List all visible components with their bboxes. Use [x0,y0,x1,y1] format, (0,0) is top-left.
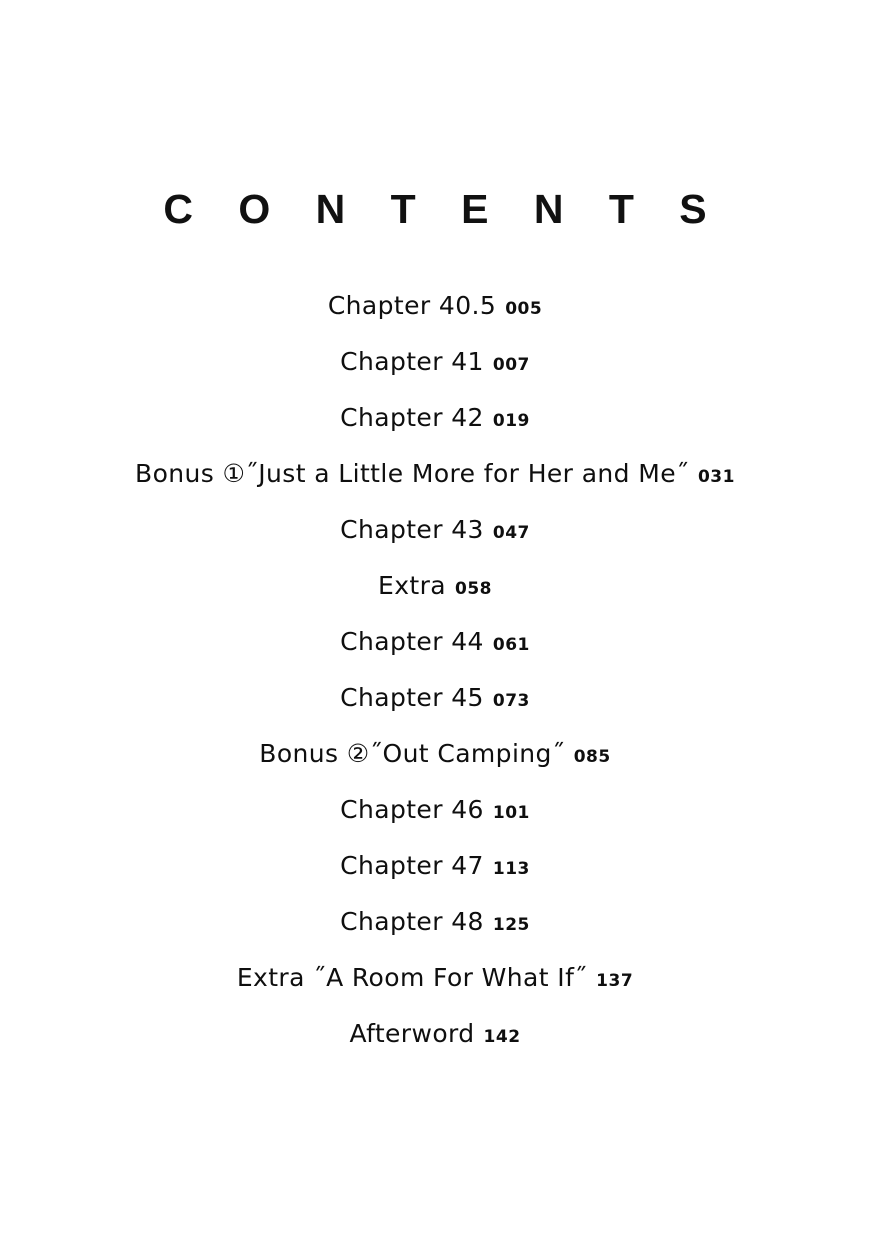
list-item[interactable] [0,446,870,502]
entry-page-number: 019 [492,411,530,431]
list-item[interactable] [0,782,870,838]
list-item[interactable] [0,558,870,614]
entry-label: Chapter 43 [340,515,484,544]
entry-label: Chapter 45 [340,683,484,712]
list-item[interactable] [0,502,870,558]
entry-page-number: 113 [492,859,530,879]
list-item[interactable] [0,1006,870,1062]
entry-label: Chapter 40.5 [327,291,497,320]
entry-label: Extra [378,571,446,600]
entry-page-number: 007 [492,355,530,375]
entry-page-number: 005 [505,299,543,319]
entry-page-number: 047 [492,523,530,543]
list-item[interactable] [0,670,870,726]
list-item[interactable] [0,950,870,1006]
list-item[interactable] [0,278,870,334]
entry-page-number: 061 [492,635,530,655]
entry-label: Bonus ②˝Out Camping˝ [259,739,565,768]
entry-page-number: 073 [492,691,530,711]
entry-label: Chapter 46 [340,795,484,824]
entry-label: Chapter 47 [340,851,484,880]
entry-label: Chapter 42 [340,403,484,432]
entry-label: Chapter 48 [340,907,484,936]
list-item[interactable] [0,726,870,782]
entry-label: Afterword [349,1019,475,1048]
list-item[interactable] [0,334,870,390]
list-item[interactable] [0,894,870,950]
entry-page-number: 058 [455,579,492,599]
list-item[interactable] [0,838,870,894]
entry-page-number: 031 [697,467,735,487]
entry-page-number: 085 [573,747,611,767]
entry-label: Chapter 41 [340,347,484,376]
entry-page-number: 101 [492,803,530,823]
list-item[interactable] [0,390,870,446]
list-item[interactable] [0,614,870,670]
contents-list [0,278,870,1062]
entry-page-number: 137 [596,971,634,991]
entry-label: Chapter 44 [340,627,484,656]
page-title: C O N T E N T S [163,186,724,232]
entry-label: Extra ˝A Room For What If˝ [236,963,588,992]
entry-label: Bonus ①˝Just a Little More for Her and Me˝ [135,459,689,488]
entry-page-number: 125 [492,915,530,935]
entry-page-number: 142 [483,1027,521,1047]
